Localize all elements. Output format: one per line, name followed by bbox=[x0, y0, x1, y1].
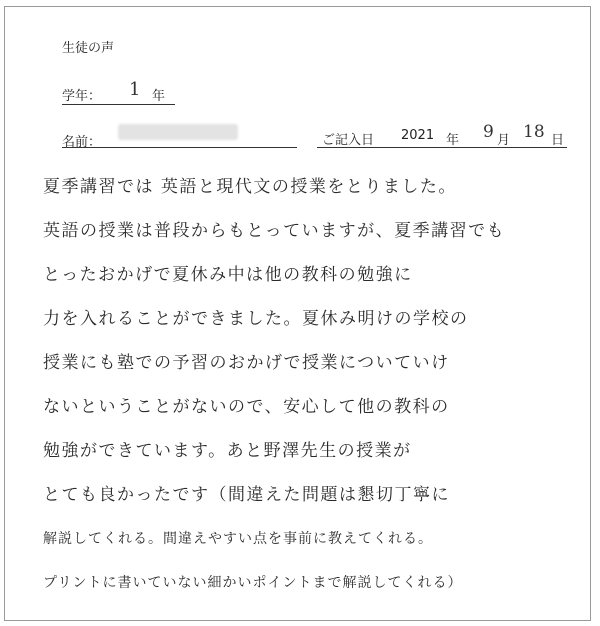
year-unit: 年 bbox=[446, 133, 460, 148]
date-underline bbox=[317, 147, 567, 148]
handwritten-comment bbox=[43, 165, 583, 605]
comment-line: プリントに書いていない細かいポイントまで解説してくれる） bbox=[43, 575, 463, 591]
comment-line: ないということがないので、安心して他の教科の bbox=[43, 397, 450, 417]
comment-sheet bbox=[4, 6, 591, 621]
name-label: 名前： bbox=[62, 135, 102, 150]
comment-line: 勉強ができています。あと野澤先生の授業が bbox=[43, 441, 412, 461]
comment-line: 英語の授業は普段からもとっていますが、夏季講習でも bbox=[43, 221, 506, 241]
year-value: 2021 bbox=[401, 128, 435, 143]
grade-value: 1 bbox=[129, 79, 141, 100]
month-value: 9 bbox=[483, 122, 494, 142]
comment-line: とったおかげで夏休み中は他の教科の勉強に bbox=[43, 265, 413, 285]
day-unit: 日 bbox=[551, 133, 565, 148]
redacted-name bbox=[118, 124, 238, 140]
day-value: 18 bbox=[523, 122, 545, 142]
comment-line: 力を入れることができました。夏休み明けの学校の bbox=[43, 309, 469, 329]
date-label: ご記入日 bbox=[322, 133, 375, 148]
form-title: 生徒の声 bbox=[62, 41, 115, 56]
comment-line: 夏季講習では 英語と現代文の授業をとりました。 bbox=[43, 177, 457, 197]
month-unit: 月 bbox=[497, 133, 511, 148]
grade-label: 学年： bbox=[62, 89, 102, 104]
comment-line: とても良かったです（間違えた問題は懇切丁寧に bbox=[43, 485, 450, 505]
grade-underline bbox=[62, 104, 175, 105]
grade-unit: 年 bbox=[152, 89, 166, 104]
name-underline bbox=[62, 147, 297, 148]
comment-line: 授業にも塾での予習のおかげで授業についていけ bbox=[43, 353, 450, 373]
comment-line: 解説してくれる。間違えやすい点を事前に教えてくれる。 bbox=[43, 531, 433, 547]
